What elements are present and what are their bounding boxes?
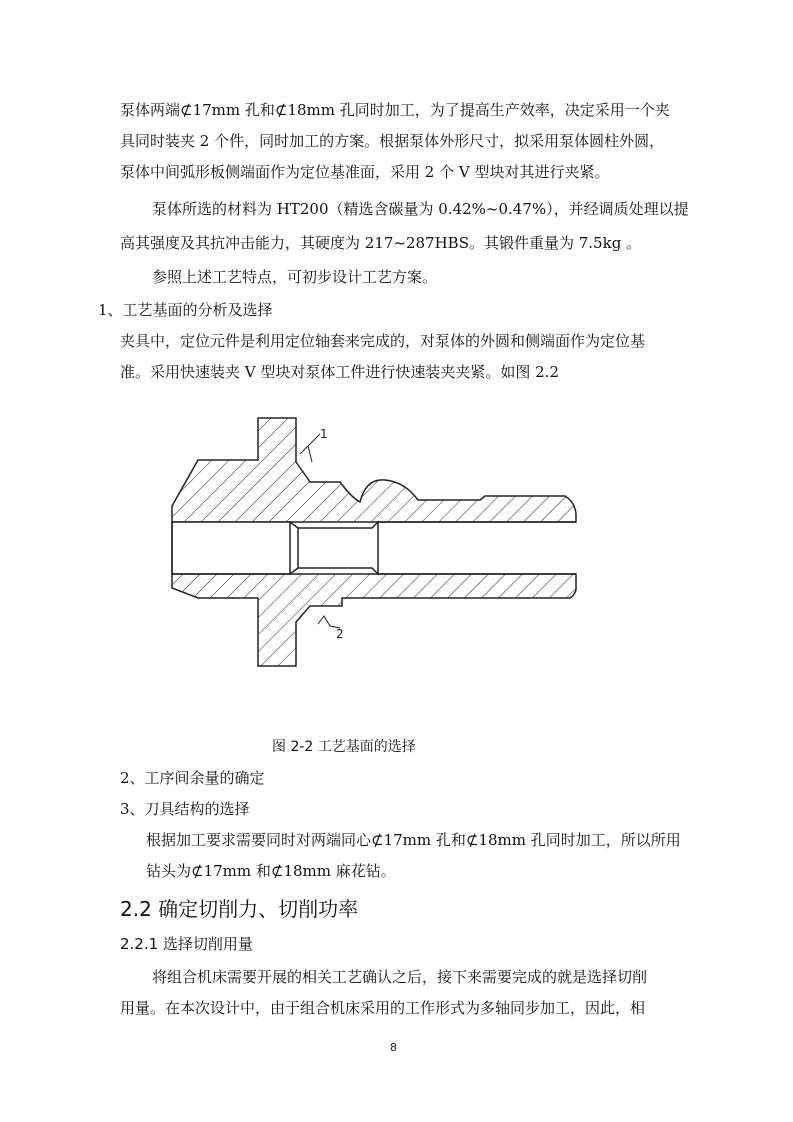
- bore: [172, 522, 378, 574]
- paragraph-line: 高其强度及其抗冲击能力，其硬度为 217~287HBS。其锻件重量为 7.5kg 。: [120, 234, 642, 252]
- callout-2-label: 2: [336, 627, 344, 641]
- list-item-title: 2、工序间余量的确定: [120, 769, 265, 787]
- paragraph-line: 准。采用快速装夹 V 型块对泵体工件进行快速装夹夹紧。如图 2.2: [120, 363, 559, 381]
- lower-section: [172, 574, 576, 666]
- upper-section: [172, 418, 576, 522]
- process-datum-figure: [160, 410, 590, 675]
- list-item-title: 1、工艺基面的分析及选择: [98, 301, 273, 319]
- figure-caption: 图 2-2 工艺基面的选择: [272, 739, 416, 755]
- paragraph-line: 根据加工要求需要同时对两端同心⊄17mm 孔和⊄18mm 孔同时加工，所以所用: [146, 831, 681, 849]
- paragraph-line: 夹具中，定位元件是利用定位轴套来完成的，对泵体的外圆和侧端面作为定位基: [120, 332, 646, 350]
- paragraph-line: 泵体中间弧形板侧端面作为定位基准面，采用 2 个 V 型块对其进行夹紧。: [120, 163, 610, 181]
- paragraph-line: 泵体两端⊄17mm 孔和⊄18mm 孔同时加工，为了提高生产效率，决定采用一个夹: [120, 101, 670, 119]
- callout-1-label: 1: [320, 427, 328, 441]
- paragraph-line: 参照上述工艺特点，可初步设计工艺方案。: [152, 268, 438, 286]
- paragraph-line: 用量。在本次设计中，由于组合机床采用的工作形式为多轴同步加工，因此，相: [120, 999, 646, 1017]
- list-item-title: 3、刀具结构的选择: [120, 800, 250, 818]
- section-heading: 2.2 确定切削力、切削功率: [120, 897, 359, 921]
- paragraph-line: 具同时装夹 2 个件，同时加工的方案。根据泵体外形尺寸，拟采用泵体圆柱外圆，: [120, 132, 665, 150]
- paragraph-line: 钻头为⊄17mm 和⊄18mm 麻花钻。: [146, 862, 396, 880]
- paragraph-line: 泵体所选的材料为 HT200（精选含碳量为 0.42%~0.47%），并经调质处理以提: [152, 200, 689, 218]
- subsection-heading: 2.2.1 选择切削用量: [120, 935, 253, 953]
- paragraph-line: 将组合机床需要开展的相关工艺确认之后，接下来需要完成的就是选择切削: [152, 968, 648, 986]
- callout-1-leader: [300, 434, 320, 462]
- page-number: 8: [390, 1041, 397, 1054]
